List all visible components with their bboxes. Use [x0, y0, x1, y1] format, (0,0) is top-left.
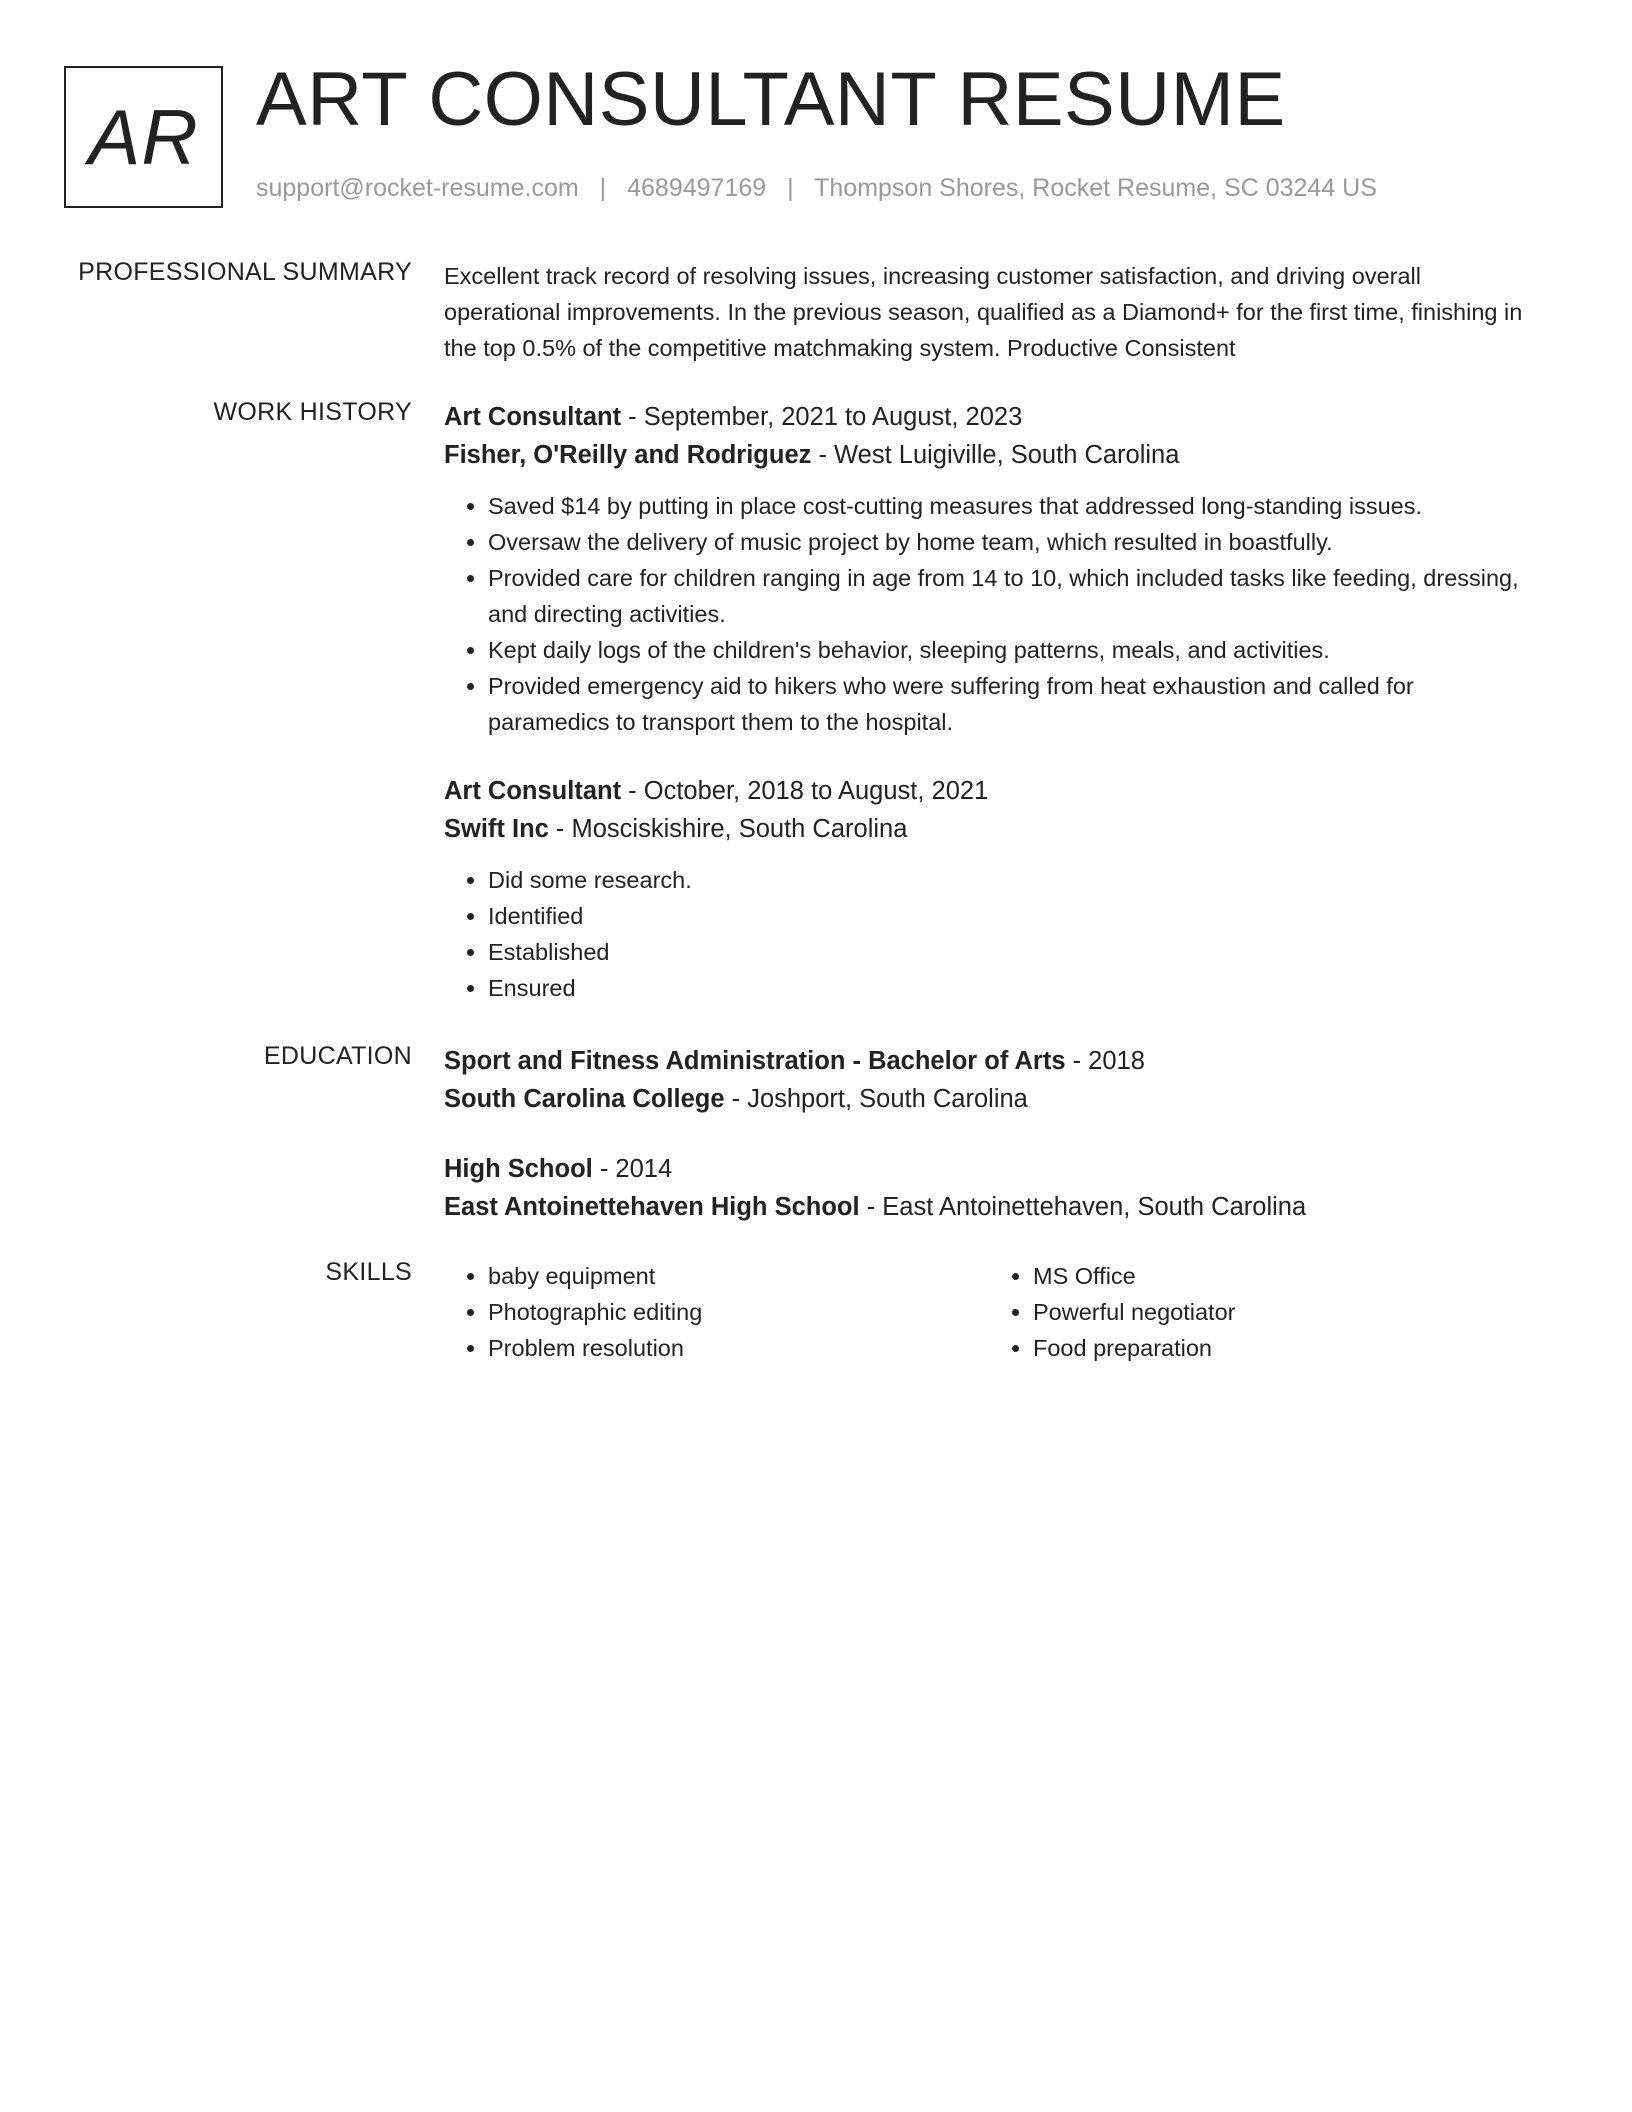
section-label-education: EDUCATION: [263, 1042, 412, 1070]
job-title-line: [444, 398, 1524, 436]
job-title: Art Consultant: [444, 777, 622, 805]
education-entry: [444, 1042, 1524, 1118]
job-dates: - September, 2021 to August, 2023: [621, 403, 1023, 431]
monogram-logo: [64, 66, 223, 208]
summary-text: Excellent track record of resolving issues, increasing customer satisfaction, and driving overall operational improvements. In the previous season, qualified as a Diamond+ for the first time, finishing in the top 0.5% of the competitive matchmaking system. Productive Consistent: [444, 263, 1523, 361]
job-entry: [444, 772, 1524, 1006]
contact-separator: |: [599, 174, 607, 202]
list-item: • baby equipment: [488, 1258, 989, 1294]
education-location: - East Antoinettehaven, South Carolina: [859, 1193, 1307, 1221]
list-item: • Provided emergency aid to hikers who were suffering from heat exhaustion and called for paramedics to transport them to the hospital.: [488, 668, 1524, 740]
contact-email: support@rocket-resume.com: [256, 174, 579, 202]
skills-column-left: [444, 1258, 989, 1366]
list-item: • Powerful negotiator: [1033, 1294, 1235, 1330]
work-history-content: [444, 398, 1524, 1006]
skills-content: [444, 1258, 1524, 1366]
monogram-text: AR: [88, 92, 199, 181]
job-dates: - October, 2018 to August, 2021: [621, 777, 989, 805]
job-employer: Swift Inc: [444, 815, 549, 843]
education-school-line: [444, 1188, 1524, 1226]
skills-list: [989, 1258, 1235, 1366]
education-entry: [444, 1150, 1524, 1226]
list-item: • Ensured: [488, 970, 1524, 1006]
list-item: • MS Office: [1033, 1258, 1235, 1294]
skills-list: [444, 1258, 989, 1366]
education-content: [444, 1042, 1524, 1226]
job-title-line: [444, 772, 1524, 810]
section-label-skills: SKILLS: [325, 1258, 412, 1286]
job-location: - West Luigiville, South Carolina: [811, 441, 1180, 469]
contact-line: [256, 174, 1377, 203]
list-item: • Photographic editing: [488, 1294, 989, 1330]
education-degree: High School: [444, 1155, 593, 1183]
list-item: • Oversaw the delivery of music project by home team, which resulted in boastfully.: [488, 524, 1524, 560]
list-item: • Saved $14 by putting in place cost-cutting measures that addressed long-standing issues.: [488, 488, 1524, 524]
job-employer: Fisher, O'Reilly and Rodriguez: [444, 441, 812, 469]
job-bullets: [444, 862, 1524, 1006]
contact-separator: |: [787, 174, 794, 202]
education-degree-line: [444, 1150, 1524, 1188]
job-title: Art Consultant: [444, 403, 622, 431]
education-school-line: [444, 1080, 1524, 1118]
list-item: • Did some research.: [488, 862, 1524, 898]
list-item: • Provided care for children ranging in age from 14 to 10, which included tasks like feeding, dressing, and directing activities.: [488, 560, 1524, 632]
list-item: • Food preparation: [1033, 1330, 1235, 1366]
education-degree: Sport and Fitness Administration - Bachelor of Arts: [444, 1047, 1066, 1075]
skills-column-right: [989, 1258, 1235, 1366]
section-label-work-history: WORK HISTORY: [213, 398, 412, 426]
education-school: South Carolina College: [444, 1085, 725, 1113]
job-employer-line: [444, 810, 1524, 848]
education-school: East Antoinettehaven High School: [444, 1193, 860, 1221]
list-item: • Problem resolution: [488, 1330, 989, 1366]
list-item: • Identified: [488, 898, 1524, 934]
education-degree-line: [444, 1042, 1524, 1080]
job-employer-line: [444, 436, 1524, 474]
education-year: - 2018: [1065, 1047, 1145, 1075]
list-item: • Kept daily logs of the children's behavior, sleeping patterns, meals, and activities.: [488, 632, 1524, 668]
job-bullets: [444, 488, 1524, 740]
resume-title: ART CONSULTANT RESUME: [256, 57, 1286, 142]
education-year: - 2014: [592, 1155, 673, 1183]
education-location: - Joshport, South Carolina: [724, 1085, 1028, 1113]
job-location: - Mosciskishire, South Carolina: [548, 815, 908, 843]
contact-phone: 4689497169: [627, 174, 767, 202]
job-entry: [444, 398, 1524, 740]
contact-address: Thompson Shores, Rocket Resume, SC 03244 US: [814, 174, 1377, 202]
section-label-summary: PROFESSIONAL SUMMARY: [78, 258, 412, 286]
list-item: • Established: [488, 934, 1524, 970]
